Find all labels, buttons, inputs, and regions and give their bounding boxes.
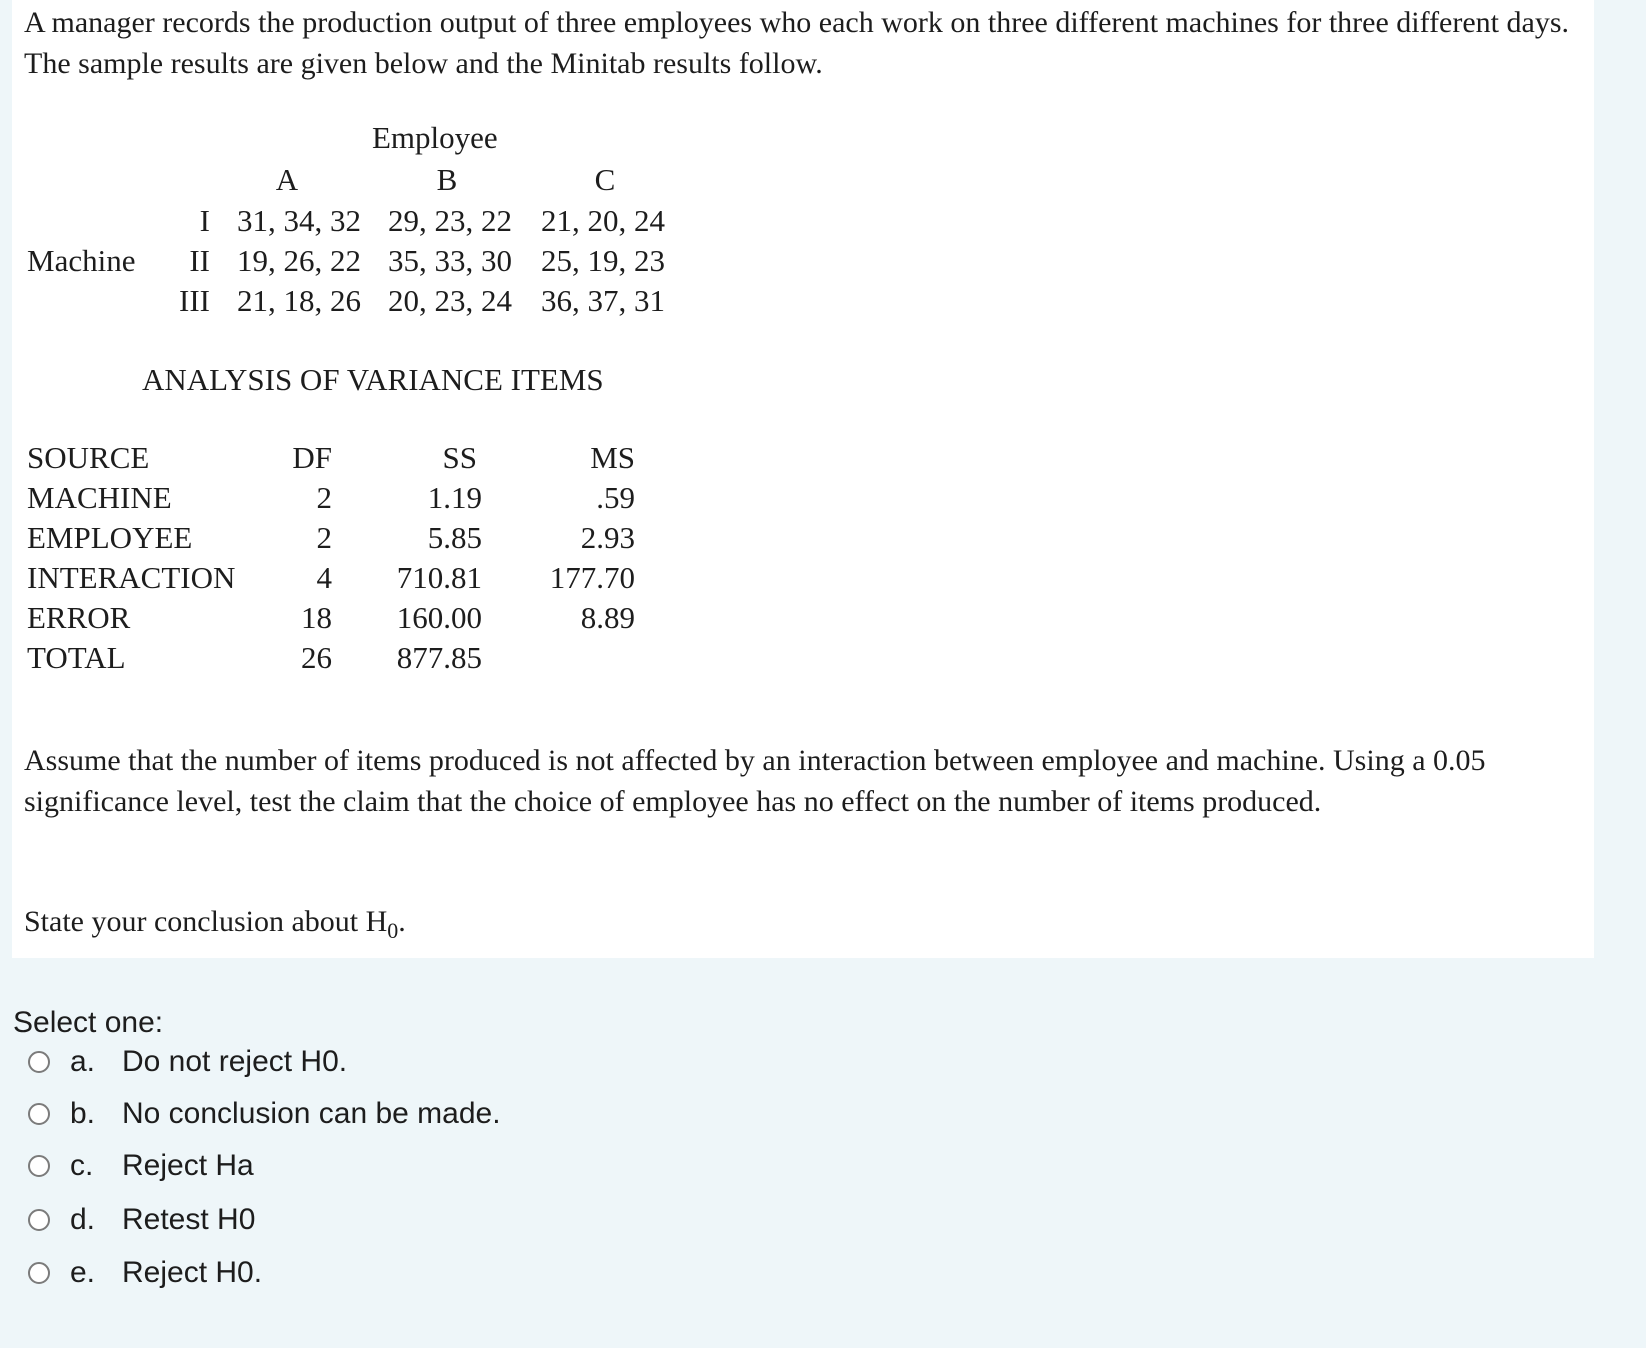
cell-i-a: 31, 34, 32	[237, 203, 361, 238]
anova-source-interaction: INTERACTION	[27, 560, 236, 595]
cell-iii-b: 20, 23, 24	[388, 283, 512, 318]
radio-d[interactable]	[28, 1209, 50, 1231]
cell-i-c: 21, 20, 24	[541, 203, 665, 238]
anova-title: ANALYSIS OF VARIANCE ITEMS	[142, 362, 604, 397]
option-b[interactable]	[28, 1092, 728, 1136]
radio-b[interactable]	[28, 1103, 50, 1125]
cell-iii-c: 36, 37, 31	[541, 283, 665, 318]
h0-subscript: 0	[387, 918, 399, 943]
row-label-iii: III	[179, 283, 210, 318]
column-header-c: C	[594, 162, 616, 197]
anova-source-total: TOTAL	[27, 640, 126, 675]
question-intro: A manager records the production output of three employees who each work on three different machines for three different days. The sample results are given below and the Minitab results follow.	[24, 6, 1569, 80]
anova-ss-employee: 5.85	[427, 520, 482, 555]
option-text: No conclusion can be made.	[122, 1097, 501, 1130]
question-prompt-end: .	[398, 905, 406, 938]
anova-df-error: 18	[301, 600, 332, 635]
option-letter: c.	[70, 1149, 94, 1182]
option-d[interactable]	[28, 1198, 728, 1242]
anova-source-employee: EMPLOYEE	[27, 520, 193, 555]
anova-ms-error: 8.89	[580, 600, 635, 635]
anova-source-error: ERROR	[27, 600, 131, 635]
column-header-b: B	[436, 162, 458, 197]
option-text: Reject H0.	[122, 1256, 263, 1289]
radio-c[interactable]	[28, 1155, 50, 1177]
anova-header-df: DF	[292, 440, 332, 475]
cell-ii-a: 19, 26, 22	[237, 243, 361, 278]
employee-header: Employee	[372, 120, 498, 155]
anova-ss-total: 877.85	[396, 640, 482, 675]
anova-ms-interaction: 177.70	[549, 560, 635, 595]
question-prompt	[24, 905, 406, 944]
anova-ms-employee: 2.93	[580, 520, 635, 555]
cell-i-b: 29, 23, 22	[388, 203, 512, 238]
cell-iii-a: 21, 18, 26	[237, 283, 361, 318]
anova-ms-machine: .59	[596, 480, 635, 515]
anova-source-machine: MACHINE	[27, 480, 172, 515]
anova-df-employee: 2	[316, 520, 332, 555]
option-letter: d.	[70, 1203, 96, 1236]
column-header-a: A	[275, 162, 299, 197]
machine-label: Machine	[27, 243, 136, 278]
anova-header-ss: SS	[442, 440, 477, 475]
anova-header-ms: MS	[590, 440, 635, 475]
anova-header-source: SOURCE	[27, 440, 150, 475]
row-label-i: I	[199, 203, 210, 238]
cell-ii-b: 35, 33, 30	[388, 243, 512, 278]
option-letter: b.	[70, 1097, 96, 1130]
radio-e[interactable]	[28, 1262, 50, 1284]
option-e[interactable]	[28, 1251, 728, 1295]
anova-df-total: 26	[301, 640, 332, 675]
question-card	[12, 0, 1594, 958]
cell-ii-c: 25, 19, 23	[541, 243, 665, 278]
option-text: Do not reject H0.	[122, 1045, 348, 1078]
anova-df-interaction: 4	[316, 560, 332, 595]
anova-ss-interaction: 710.81	[396, 560, 482, 595]
question-assumption: Assume that the number of items produced is not affected by an interaction between employee and machine. Using a 0.05 significance level, test the claim that the choice of employee has no effect on the number of items produced.	[24, 744, 1486, 818]
anova-ss-machine: 1.19	[427, 480, 482, 515]
select-one-label: Select one:	[13, 1006, 164, 1039]
option-letter: a.	[70, 1045, 96, 1078]
option-text: Reject Ha	[122, 1149, 254, 1182]
option-c[interactable]	[28, 1144, 728, 1188]
option-text: Retest H0	[122, 1203, 256, 1236]
option-a[interactable]	[28, 1040, 728, 1084]
anova-ss-error: 160.00	[396, 600, 482, 635]
option-letter: e.	[70, 1256, 96, 1289]
question-prompt-text: State your conclusion about H	[24, 905, 388, 938]
radio-a[interactable]	[28, 1051, 50, 1073]
row-label-ii: II	[189, 243, 210, 278]
anova-df-machine: 2	[316, 480, 332, 515]
